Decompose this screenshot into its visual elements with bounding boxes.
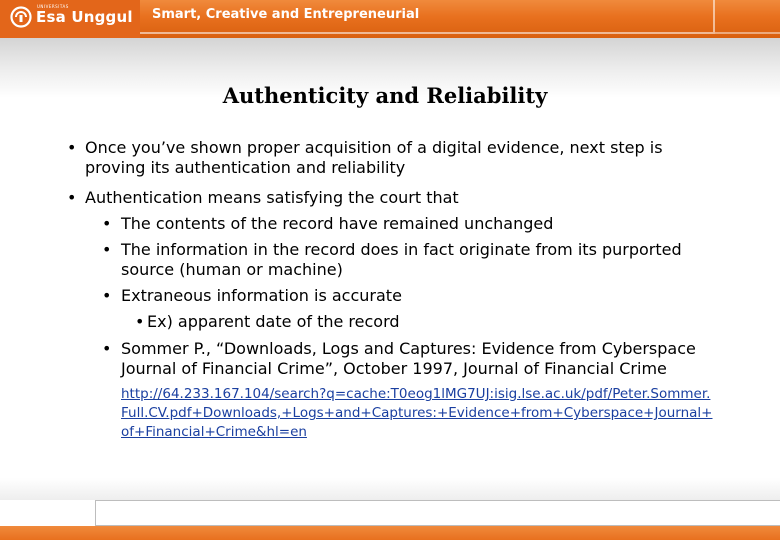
bullet-text: Authentication means satisfying the court that: [85, 188, 459, 207]
footer-bar: [0, 526, 780, 540]
reference-link[interactable]: http://64.233.167.104/search?q=cache:T0eog1lMG7UJ:isig.lse.ac.uk/pdf/Peter.Sommer.Full.CV.pdf+Downloads,+Logs+and+Captures:+Evidence+from+Cyberspace+Journal+of+Financial+Crime&hl=en: [121, 386, 713, 440]
bullet-glyph: •: [135, 312, 145, 331]
slide-content: [55, 138, 715, 442]
footer-panel: [95, 500, 780, 526]
bullet-glyph: •: [102, 339, 112, 358]
tagline: Smart, Creative and Entrepreneurial: [152, 7, 420, 22]
footer-left: [0, 500, 95, 526]
sub-bullet-item: [55, 240, 715, 280]
subsub-bullet-text: Ex) apparent date of the record: [147, 312, 400, 331]
logo-text: Esa Unggul: [36, 8, 133, 26]
sub-bullet-item: [55, 214, 715, 234]
logo-subtext: UNIVERSITAS: [37, 4, 69, 9]
bullet-glyph: •: [67, 188, 77, 207]
footer-strip: [0, 478, 780, 500]
bullet-glyph: •: [102, 286, 112, 305]
bullet-text: Once you’ve shown proper acquisition of a digital evidence, next step is proving its authentication and reliability: [85, 138, 663, 177]
subsub-bullet-item: [55, 312, 715, 332]
sub-bullet-text: Extraneous information is accurate: [121, 286, 402, 305]
bullet-glyph: •: [102, 214, 112, 233]
bullet-glyph: •: [102, 240, 112, 259]
sub-bullet-text: The information in the record does in fact originate from its purported source (human or machine): [121, 240, 682, 279]
slide-title: Authenticity and Reliability: [222, 83, 548, 108]
bullet-item: [55, 138, 715, 178]
header-bar: [0, 0, 780, 38]
university-logo-icon: [10, 6, 32, 28]
reference-text: Sommer P., “Downloads, Logs and Captures: Evidence from Cyberspace Journal of Financial Crime”, October 1997, Journal of Financial Crime: [121, 339, 696, 378]
header-panel-end: [715, 0, 780, 34]
logo: [0, 0, 140, 38]
sub-bullet-text: The contents of the record have remained unchanged: [121, 214, 554, 233]
sub-bullet-item: [55, 286, 715, 306]
bullet-glyph: •: [67, 138, 77, 157]
bullet-item: [55, 188, 715, 208]
reference-item: [55, 339, 715, 379]
